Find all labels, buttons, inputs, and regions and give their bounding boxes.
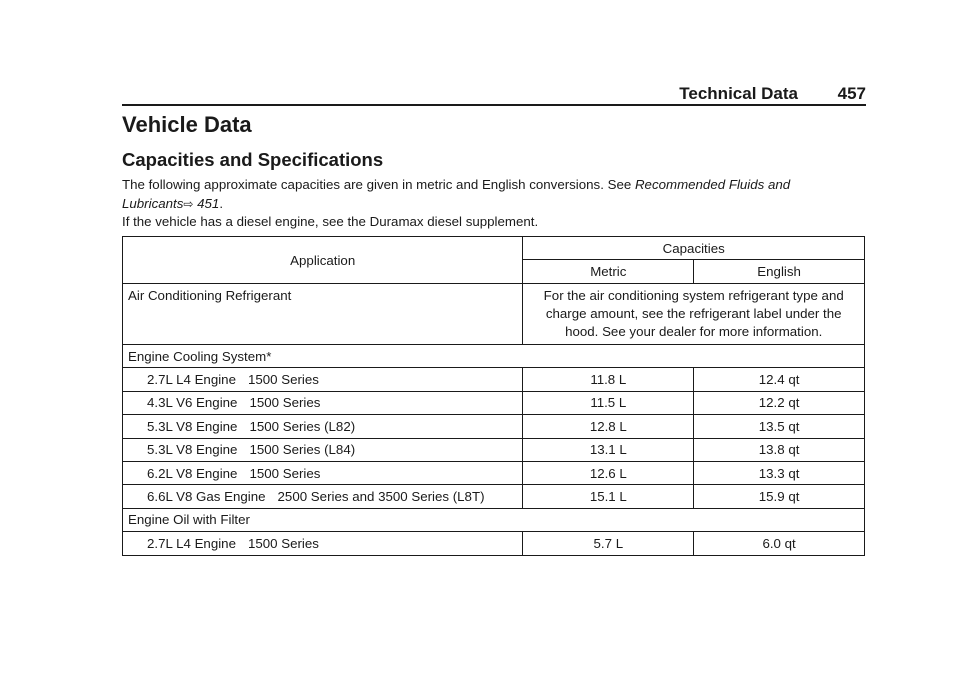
table-row [123, 461, 865, 484]
engine-cell: 2.7L L4 Engine 1500 Series [123, 368, 523, 391]
metric-cell: 12.8 L [523, 415, 694, 438]
english-cell: 6.0 qt [694, 532, 865, 555]
page-number: 457 [837, 84, 866, 103]
english-cell: 12.4 qt [694, 368, 865, 391]
diesel-note: If the vehicle has a diesel engine, see the Duramax diesel supplement. [122, 214, 539, 229]
metric-cell: 13.1 L [523, 438, 694, 461]
metric-header: Metric [523, 260, 694, 284]
page-title: Vehicle Data [122, 112, 252, 137]
capacities-table [122, 236, 865, 556]
application-header: Application [123, 237, 523, 284]
page-ref-arrow-icon: ⇨ [183, 197, 194, 211]
section-title: Technical Data [679, 84, 798, 103]
fluids-link[interactable]: Recommended Fluids and Lubricants [122, 177, 791, 211]
english-cell: 15.9 qt [694, 485, 865, 508]
oil-category: Engine Oil with Filter [123, 508, 865, 531]
ac-label: Air Conditioning Refrigerant [123, 284, 523, 345]
metric-cell: 11.8 L [523, 368, 694, 391]
metric-cell: 11.5 L [523, 391, 694, 414]
english-cell: 13.5 qt [694, 415, 865, 438]
english-cell: 13.8 qt [694, 438, 865, 461]
header-rule [122, 104, 866, 106]
table-row [123, 508, 865, 531]
table-row [123, 345, 865, 368]
table-row [123, 485, 865, 508]
page-header [122, 84, 866, 104]
engine-cell: 5.3L V8 Engine 1500 Series (L82) [123, 415, 523, 438]
table-row [123, 532, 865, 555]
english-cell: 12.2 qt [694, 391, 865, 414]
intro-text: The following approximate capacities are given in metric and English conversions. See [122, 177, 632, 192]
intro-paragraph [122, 175, 866, 214]
engine-cell: 2.7L L4 Engine 1500 Series [123, 532, 523, 555]
section-heading: Capacities and Specifications [122, 149, 384, 170]
ac-note: For the air conditioning system refrigerant type and charge amount, see the refrigerant label under the hood. See your dealer for more information. [523, 284, 865, 345]
table-row [123, 438, 865, 461]
engine-cell: 6.2L V8 Engine 1500 Series [123, 461, 523, 484]
table-row [123, 391, 865, 414]
table-row [123, 415, 865, 438]
fluids-link-page[interactable]: 451 [197, 196, 220, 211]
cooling-category: Engine Cooling System* [123, 345, 865, 368]
engine-cell: 6.6L V8 Gas Engine 2500 Series and 3500 Series (L8T) [123, 485, 523, 508]
table-row [123, 368, 865, 391]
intro-end: . [219, 196, 224, 211]
metric-cell: 5.7 L [523, 532, 694, 555]
engine-cell: 4.3L V6 Engine 1500 Series [123, 391, 523, 414]
english-cell: 13.3 qt [694, 461, 865, 484]
capacities-header: Capacities [523, 237, 865, 260]
engine-cell: 5.3L V8 Engine 1500 Series (L84) [123, 438, 523, 461]
metric-cell: 15.1 L [523, 485, 694, 508]
metric-cell: 12.6 L [523, 461, 694, 484]
english-header: English [694, 260, 865, 284]
table-row [123, 284, 865, 345]
